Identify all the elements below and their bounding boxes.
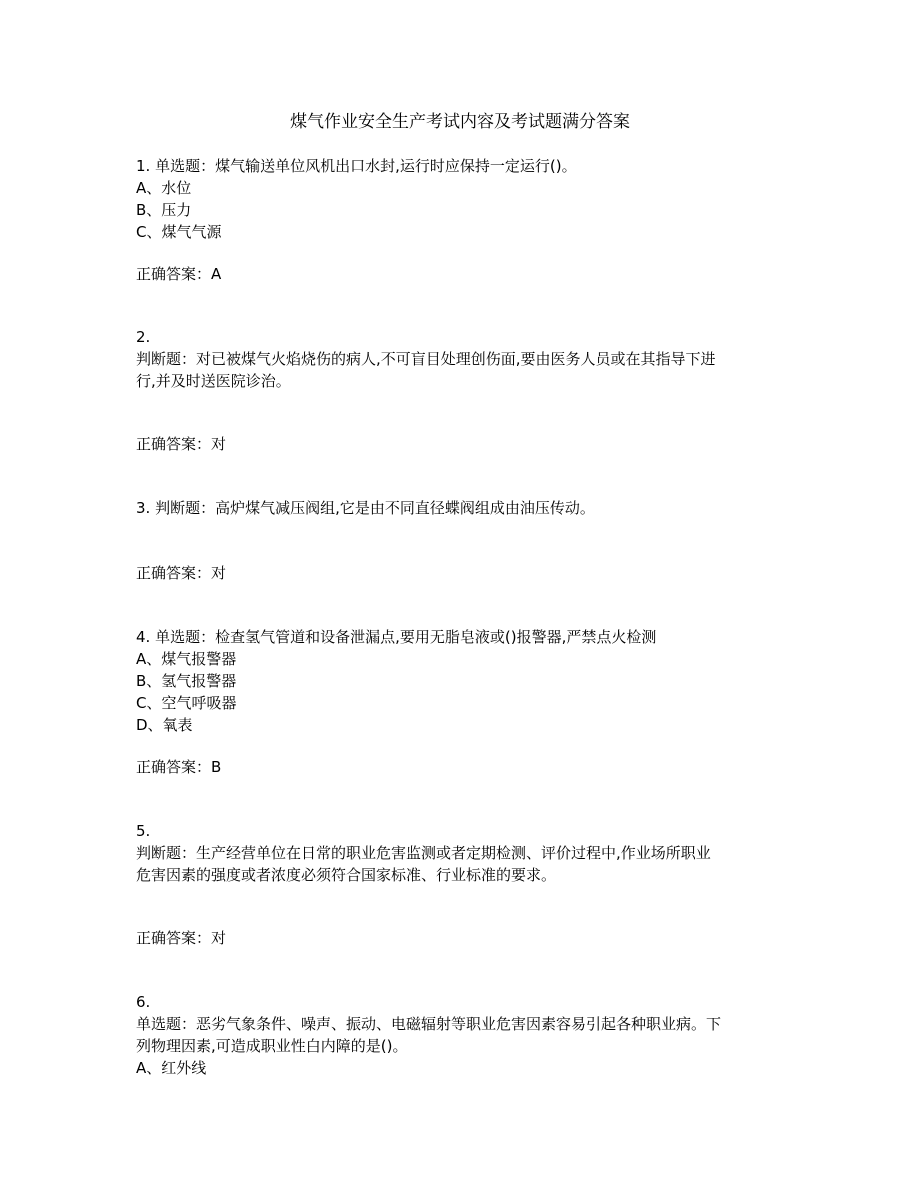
question-number: 5. — [136, 822, 151, 840]
page-title: 煤气作业安全生产考试内容及考试题满分答案 — [290, 112, 630, 132]
question-3-header — [136, 497, 796, 519]
question-stem-line-2: 行,并及时送医院诊治。 — [136, 372, 291, 390]
question-stem: 单选题：煤气输送单位风机出口水封,运行时应保持一定运行()。 — [155, 157, 577, 175]
question-number: 6. — [136, 993, 151, 1011]
answer: 正确答案：A — [136, 265, 222, 283]
question-stem: 单选题：检查氢气管道和设备泄漏点,要用无脂皂液或()报警器,严禁点火检测 — [155, 628, 657, 646]
answer: 正确答案：对 — [136, 435, 227, 453]
question-number: 2. — [136, 328, 151, 346]
option-c: C、空气呼吸器 — [136, 694, 237, 712]
option-b: B、氢气报警器 — [136, 672, 237, 690]
answer: 正确答案：对 — [136, 929, 227, 947]
question-1-header — [136, 155, 796, 177]
question-stem-line-1: 判断题：对已被煤气火焰烧伤的病人,不可盲目处理创伤面,要由医务人员或在其指导下进 — [136, 350, 716, 368]
question-stem-line-1: 单选题：恶劣气象条件、噪声、振动、电磁辐射等职业危害因素容易引起各种职业病。下 — [136, 1015, 722, 1033]
question-stem: 判断题：高炉煤气减压阀组,它是由不同直径蝶阀组成由油压传动。 — [155, 499, 595, 517]
question-stem-line-1: 判断题：生产经营单位在日常的职业危害监测或者定期检测、评价过程中,作业场所职业 — [136, 844, 711, 862]
question-number: 1. — [136, 157, 151, 175]
option-a: A、煤气报警器 — [136, 650, 237, 668]
option-a: A、水位 — [136, 179, 192, 197]
question-4-header — [136, 626, 796, 648]
option-c: C、煤气气源 — [136, 223, 222, 241]
option-d: D、氧表 — [136, 716, 193, 734]
answer: 正确答案：B — [136, 758, 222, 776]
option-b: B、压力 — [136, 201, 192, 219]
question-stem-line-2: 列物理因素,可造成职业性白内障的是()。 — [136, 1037, 408, 1055]
question-stem-line-2: 危害因素的强度或者浓度必须符合国家标准、行业标准的要求。 — [136, 866, 557, 884]
option-a: A、红外线 — [136, 1059, 207, 1077]
question-number: 3. — [136, 499, 151, 517]
answer: 正确答案：对 — [136, 564, 227, 582]
question-number: 4. — [136, 628, 151, 646]
